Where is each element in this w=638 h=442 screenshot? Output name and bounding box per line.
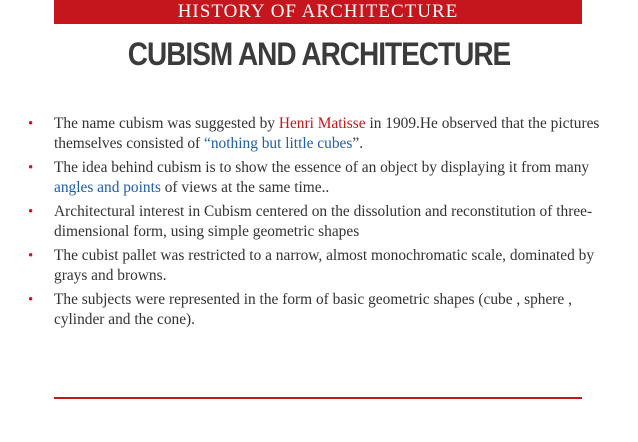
slide-title: CUBISM AND ARCHITECTURE [127, 36, 511, 72]
bullet-text: Architectural interest in Cubism centered on the dissolution and reconstitution of three-dimensional form, using simple geometric shapes [54, 203, 593, 240]
bullet-item [24, 158, 624, 198]
bottom-divider [54, 397, 582, 399]
bullet-text: of views at the same time.. [160, 179, 330, 196]
highlight-quote: “nothing but little cubes [204, 135, 353, 152]
bullet-text: The cubist pallet was restricted to a narrow, almost monochromatic scale, dominated by grays and browns. [54, 247, 595, 284]
bullet-icon: • [28, 116, 34, 132]
bullet-list [24, 114, 624, 334]
bullet-icon: • [28, 248, 34, 264]
bullet-text: The idea behind cubism is to show the essence of an object by displaying it from many [54, 159, 590, 176]
bullet-item [24, 202, 624, 242]
bullet-icon: • [28, 204, 34, 220]
bullet-text: ”. [352, 135, 364, 152]
highlight-phrase: angles and points [54, 179, 161, 196]
bullet-text: in 1909.He observed that the pictures themselves consisted of [54, 115, 600, 152]
bullet-text: The name cubism was suggested by [54, 115, 279, 132]
bullet-item [24, 290, 624, 330]
bullet-text: The subjects were represented in the form of basic geometric shapes (cube , sphere , cylinder and the cone). [54, 291, 572, 328]
bullet-icon: • [28, 292, 34, 308]
bullet-item [24, 114, 624, 154]
bullet-icon: • [28, 160, 34, 176]
header-banner [54, 0, 582, 24]
bullet-item [24, 246, 624, 286]
banner-text: HISTORY OF ARCHITECTURE [177, 1, 459, 22]
highlight-name: Henri Matisse [278, 115, 366, 132]
